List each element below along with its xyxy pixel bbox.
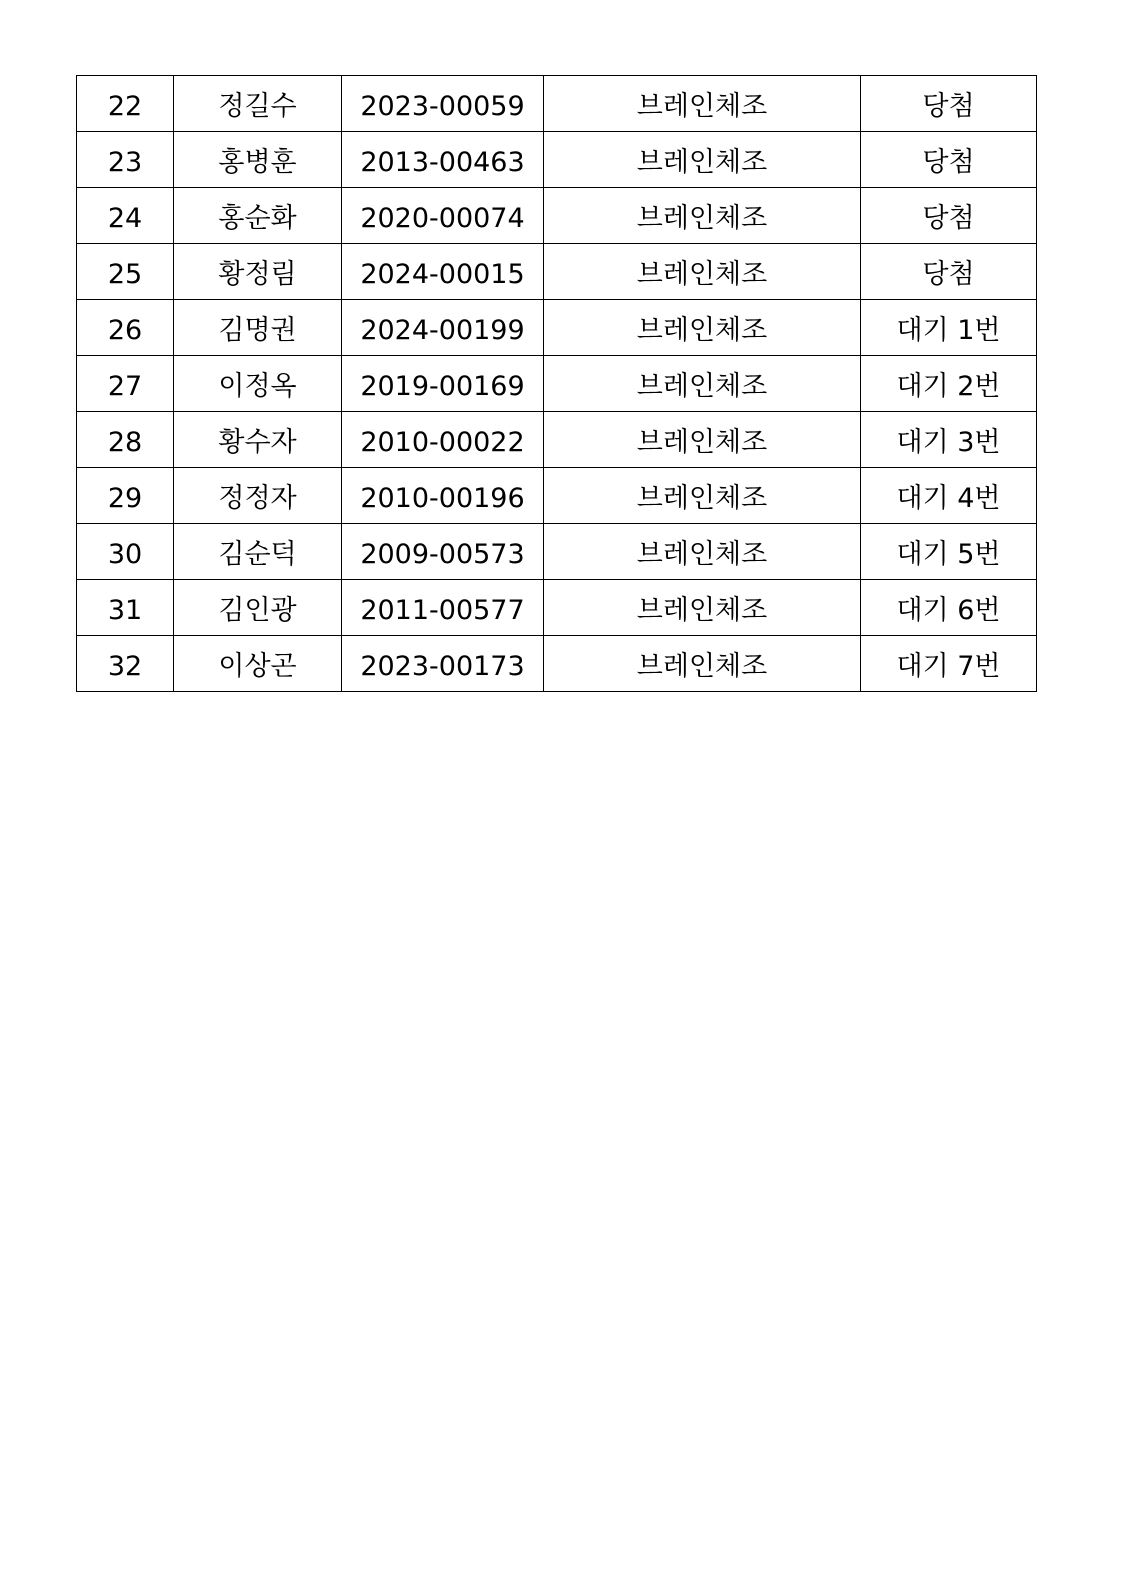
program-cell — [544, 636, 861, 692]
lottery-result: 당첨 — [922, 259, 975, 290]
program-cell — [544, 132, 861, 188]
row-number-cell — [77, 580, 174, 636]
program-cell — [544, 188, 861, 244]
member-name: 김인광 — [218, 595, 297, 626]
member-id-cell — [342, 468, 544, 524]
lottery-result: 대기 2번 — [896, 371, 1001, 402]
row-number: 23 — [107, 147, 143, 178]
program-cell — [544, 412, 861, 468]
row-number-cell — [77, 300, 174, 356]
result-cell — [861, 636, 1037, 692]
row-number-cell — [77, 188, 174, 244]
name-cell — [174, 412, 342, 468]
row-number: 28 — [107, 427, 143, 458]
program-name: 브레인체조 — [636, 539, 768, 570]
table-row — [77, 412, 1037, 468]
name-cell — [174, 524, 342, 580]
member-id-cell — [342, 244, 544, 300]
member-id-cell — [342, 356, 544, 412]
member-name: 정정자 — [218, 483, 297, 514]
lottery-result: 당첨 — [922, 91, 975, 122]
member-id-cell — [342, 132, 544, 188]
result-cell — [861, 132, 1037, 188]
row-number: 24 — [107, 203, 143, 234]
row-number: 31 — [107, 595, 143, 626]
member-id-cell — [342, 300, 544, 356]
program-cell — [544, 468, 861, 524]
row-number: 29 — [107, 483, 143, 514]
program-cell — [544, 300, 861, 356]
program-name: 브레인체조 — [636, 595, 768, 626]
member-id: 2010-00196 — [360, 483, 525, 514]
result-cell — [861, 412, 1037, 468]
lottery-result: 대기 6번 — [896, 595, 1001, 626]
lottery-result: 대기 3번 — [896, 427, 1001, 458]
program-cell — [544, 580, 861, 636]
program-name: 브레인체조 — [636, 315, 768, 346]
member-id: 2024-00199 — [360, 315, 525, 346]
name-cell — [174, 244, 342, 300]
result-cell — [861, 76, 1037, 132]
name-cell — [174, 636, 342, 692]
program-cell — [544, 356, 861, 412]
result-cell — [861, 468, 1037, 524]
result-cell — [861, 244, 1037, 300]
row-number: 32 — [107, 651, 143, 682]
row-number-cell — [77, 76, 174, 132]
row-number-cell — [77, 356, 174, 412]
row-number: 27 — [107, 371, 143, 402]
member-id-cell — [342, 76, 544, 132]
table-row — [77, 468, 1037, 524]
row-number: 26 — [107, 315, 143, 346]
name-cell — [174, 468, 342, 524]
result-cell — [861, 188, 1037, 244]
lottery-result-table — [76, 75, 1037, 692]
member-id-cell — [342, 580, 544, 636]
result-cell — [861, 300, 1037, 356]
table-row — [77, 580, 1037, 636]
row-number-cell — [77, 524, 174, 580]
row-number-cell — [77, 132, 174, 188]
table-row — [77, 76, 1037, 132]
row-number-cell — [77, 412, 174, 468]
program-name: 브레인체조 — [636, 91, 768, 122]
table-body — [77, 76, 1037, 692]
row-number-cell — [77, 244, 174, 300]
table-row — [77, 300, 1037, 356]
program-name: 브레인체조 — [636, 427, 768, 458]
lottery-result: 당첨 — [922, 203, 975, 234]
table-row — [77, 132, 1037, 188]
member-name: 김명권 — [218, 315, 297, 346]
program-name: 브레인체조 — [636, 259, 768, 290]
member-id-cell — [342, 412, 544, 468]
name-cell — [174, 356, 342, 412]
table-row — [77, 244, 1037, 300]
table-row — [77, 524, 1037, 580]
name-cell — [174, 580, 342, 636]
table-row — [77, 188, 1037, 244]
row-number: 25 — [107, 259, 143, 290]
name-cell — [174, 132, 342, 188]
name-cell — [174, 300, 342, 356]
program-name: 브레인체조 — [636, 651, 768, 682]
row-number: 30 — [107, 539, 143, 570]
row-number-cell — [77, 468, 174, 524]
lottery-result: 대기 5번 — [896, 539, 1001, 570]
member-name: 김순덕 — [218, 539, 297, 570]
program-cell — [544, 244, 861, 300]
lottery-result: 당첨 — [922, 147, 975, 178]
member-id: 2020-00074 — [360, 203, 525, 234]
member-name: 이상곤 — [218, 651, 297, 682]
program-name: 브레인체조 — [636, 483, 768, 514]
lottery-result: 대기 1번 — [896, 315, 1001, 346]
member-name: 황정림 — [218, 259, 297, 290]
member-name: 황수자 — [218, 427, 297, 458]
member-id: 2013-00463 — [360, 147, 525, 178]
program-name: 브레인체조 — [636, 147, 768, 178]
name-cell — [174, 76, 342, 132]
program-cell — [544, 524, 861, 580]
member-id: 2024-00015 — [360, 259, 525, 290]
result-cell — [861, 524, 1037, 580]
member-id: 2019-00169 — [360, 371, 525, 402]
member-id-cell — [342, 188, 544, 244]
row-number: 22 — [107, 91, 143, 122]
program-name: 브레인체조 — [636, 371, 768, 402]
member-name: 홍순화 — [218, 203, 297, 234]
table-row — [77, 636, 1037, 692]
table-row — [77, 356, 1037, 412]
member-id: 2023-00059 — [360, 91, 525, 122]
member-id-cell — [342, 636, 544, 692]
name-cell — [174, 188, 342, 244]
member-id: 2009-00573 — [360, 539, 525, 570]
member-id: 2023-00173 — [360, 651, 525, 682]
member-name: 홍병훈 — [218, 147, 297, 178]
result-cell — [861, 356, 1037, 412]
lottery-result: 대기 4번 — [896, 483, 1001, 514]
program-cell — [544, 76, 861, 132]
program-name: 브레인체조 — [636, 203, 768, 234]
lottery-result: 대기 7번 — [896, 651, 1001, 682]
member-id: 2011-00577 — [360, 595, 525, 626]
member-name: 이정옥 — [218, 371, 297, 402]
row-number-cell — [77, 636, 174, 692]
member-name: 정길수 — [218, 91, 297, 122]
member-id-cell — [342, 524, 544, 580]
member-id: 2010-00022 — [360, 427, 525, 458]
result-cell — [861, 580, 1037, 636]
